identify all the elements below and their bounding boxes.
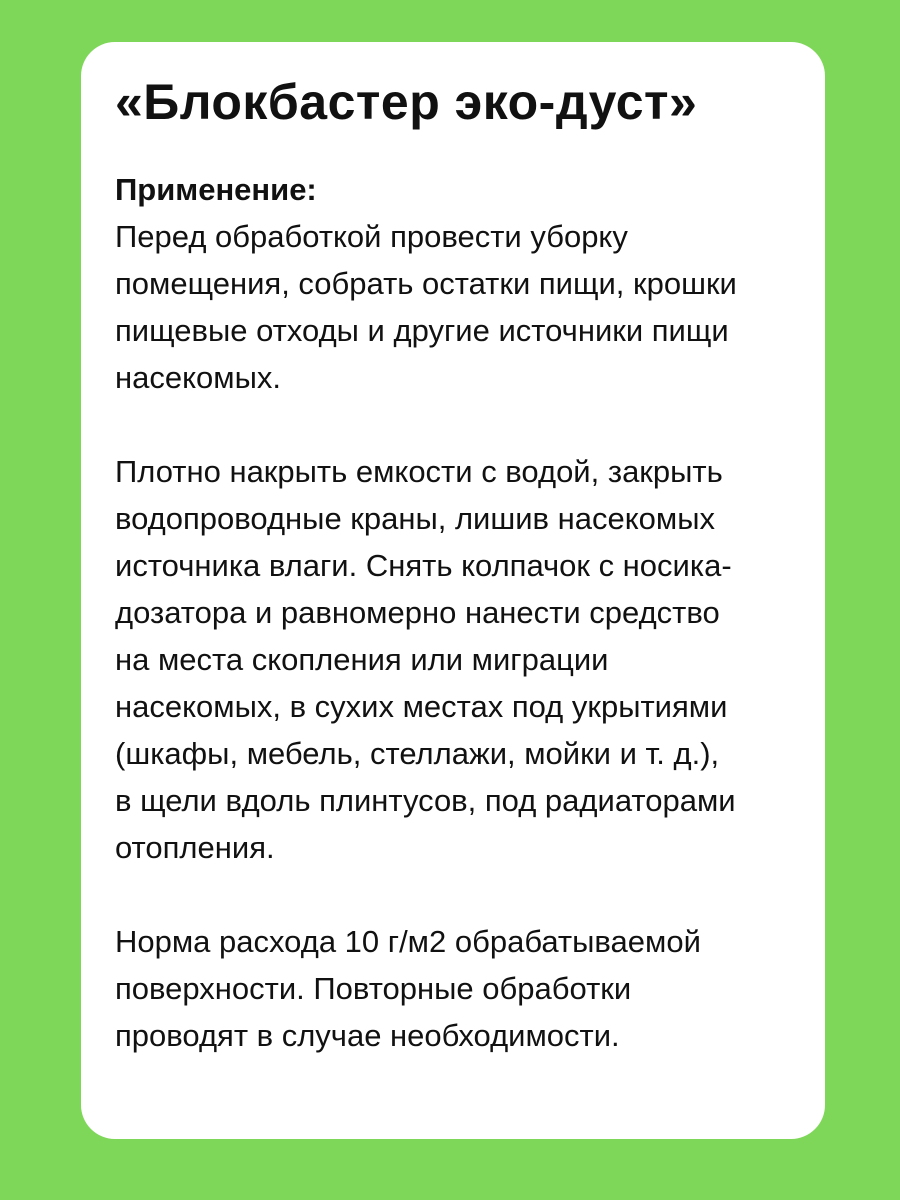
text-line: проводят в случае необходимости.: [115, 1018, 620, 1053]
text-line: Перед обработкой провести уборку: [115, 219, 628, 254]
text-line: насекомых.: [115, 360, 281, 395]
text-line: водопроводные краны, лишив насекомых: [115, 501, 715, 536]
text-line: отопления.: [115, 830, 275, 865]
section-heading-usage: Применение:: [115, 172, 317, 207]
text-line: в щели вдоль плинтусов, под радиаторами: [115, 783, 736, 818]
text-line: Норма расхода 10 г/м2 обрабатываемой: [115, 924, 701, 959]
text-line: дозатора и равномерно нанести средство: [115, 595, 720, 630]
text-line: источника влаги. Снять колпачок с носика-: [115, 548, 732, 583]
text-line: Плотно накрыть емкости с водой, закрыть: [115, 454, 723, 489]
text-line: насекомых, в сухих местах под укрытиями: [115, 689, 728, 724]
text-line: пищевые отходы и другие источники пищи: [115, 313, 729, 348]
paragraph-consumption-rate: [115, 918, 795, 1059]
paragraph-preparation: [115, 213, 795, 401]
text-line: поверхности. Повторные обработки: [115, 971, 632, 1006]
paragraph-application: [115, 448, 795, 871]
instruction-card: [81, 42, 825, 1139]
text-line: (шкафы, мебель, стеллажи, мойки и т. д.),: [115, 736, 720, 771]
text-line: помещения, собрать остатки пищи, крошки: [115, 266, 737, 301]
instructions-body: [115, 166, 795, 1059]
product-title: «Блокбастер эко-дуст»: [115, 74, 698, 130]
text-line: на места скопления или миграции: [115, 642, 609, 677]
